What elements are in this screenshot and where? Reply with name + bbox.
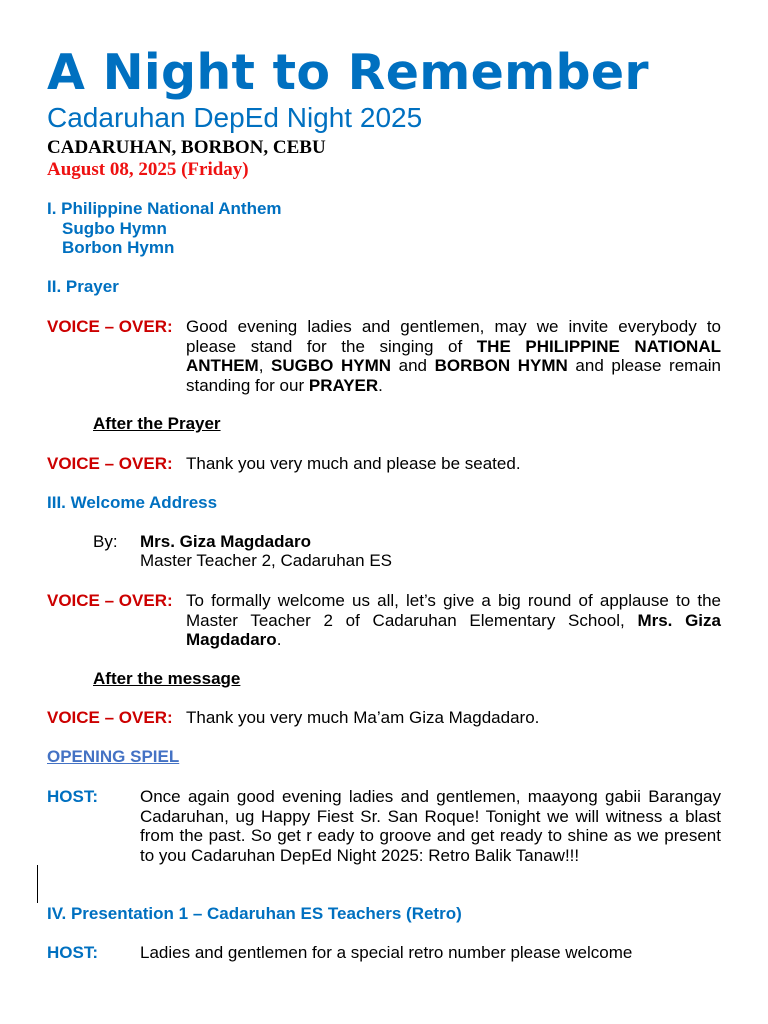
text-cursor xyxy=(37,865,38,903)
section-3-heading: III. Welcome Address xyxy=(47,493,218,512)
voice-over-label: VOICE – OVER: xyxy=(47,591,173,610)
section-1-item-sugbo: Sugbo Hymn xyxy=(62,219,167,238)
voice-over-1 xyxy=(47,317,721,396)
host-line-1 xyxy=(47,787,721,866)
speaker-name: Mrs. Giza Magdadaro xyxy=(140,532,311,551)
section-2-heading: II. Prayer xyxy=(47,277,119,296)
voice-over-label: VOICE – OVER: xyxy=(47,708,173,727)
event-date: August 08, 2025 (Friday) xyxy=(47,159,249,180)
voice-over-text: Good evening ladies and gentlemen, may we invite everybody to please stand for the singing of THE PHILIPPINE NATIONAL ANTHEM, SUGBO HYMN and BORBON HYMN and please remain standing for our PRAYER. xyxy=(186,317,722,396)
voice-over-text: To formally welcome us all, let’s give a big round of applause to the Master Teacher 2 of Cadaruhan Elementary School, Mrs. Giza Magdadaro. xyxy=(186,591,721,650)
voice-over-label: VOICE – OVER: xyxy=(47,317,173,336)
speaker-role: Master Teacher 2, Cadaruhan ES xyxy=(140,551,392,570)
voice-over-text: Thank you very much and please be seated. xyxy=(186,454,521,473)
voice-over-4 xyxy=(47,708,721,728)
opening-spiel-link[interactable]: OPENING SPIEL xyxy=(47,747,180,766)
speaker-by-label: By: xyxy=(93,532,118,551)
host-label: HOST: xyxy=(47,943,98,962)
host-line-2 xyxy=(47,943,721,963)
event-subtitle: Cadaruhan DepEd Night 2025 xyxy=(47,102,423,133)
voice-over-label: VOICE – OVER: xyxy=(47,454,173,473)
section-4-heading: IV. Presentation 1 – Cadaruhan ES Teachers (Retro) xyxy=(47,904,462,923)
host-text: Ladies and gentlemen for a special retro number please welcome xyxy=(140,943,633,962)
after-message-cue: After the message xyxy=(93,669,241,688)
voice-over-text: Thank you very much Ma’am Giza Magdadaro. xyxy=(186,708,540,727)
voice-over-2 xyxy=(47,454,721,474)
after-prayer-cue: After the Prayer xyxy=(93,414,221,433)
host-text: Once again good evening ladies and gentlemen, maayong gabii Barangay Cadaruhan, ug Happy Fiest Sr. San Roque! Tonight we will witness a blast from the past. So get r eady to groove and get ready to shine as we present to you Cadaruhan DepEd Night 2025: Retro Balik Tanaw!!! xyxy=(140,787,721,866)
section-1-item-borbon: Borbon Hymn xyxy=(62,238,175,257)
event-location: CADARUHAN, BORBON, CEBU xyxy=(47,137,326,158)
host-label: HOST: xyxy=(47,787,98,806)
voice-over-3 xyxy=(47,591,721,650)
section-1-heading: I. Philippine National Anthem xyxy=(47,199,282,218)
document-title: A Night to Remember xyxy=(47,44,649,101)
